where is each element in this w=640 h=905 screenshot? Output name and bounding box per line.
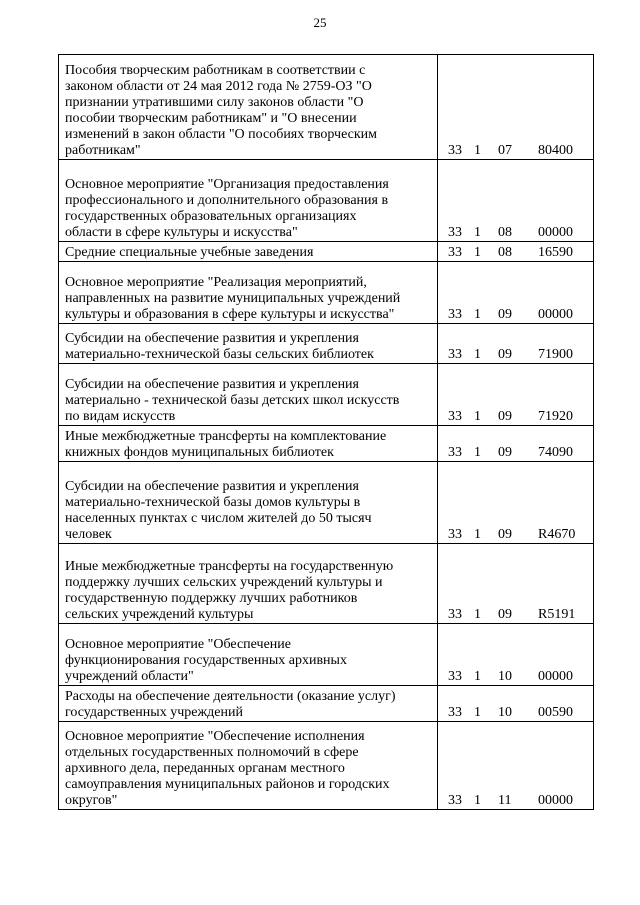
table-row [59,364,594,426]
code-program: 33 [448,409,462,424]
code-program: 33 [448,347,462,362]
code-direction: 74090 [538,445,573,460]
table-row [59,55,594,160]
row-name: Субсидии на обеспечение развития и укрепления материально-технической базы домов культуры в населенных пунктах с числом жителей до 50 тысяч человек [59,462,438,544]
row-codes [438,624,594,686]
code-program: 33 [448,143,462,158]
table-row [59,624,594,686]
code-subprogram: 1 [474,793,481,808]
code-direction: 71920 [538,409,573,424]
code-direction: 00590 [538,705,573,720]
row-codes [438,242,594,262]
code-program: 33 [448,245,462,260]
row-codes [438,324,594,364]
code-program: 33 [448,705,462,720]
code-subprogram: 1 [474,245,481,260]
row-codes [438,55,594,160]
table-row [59,262,594,324]
code-event: 09 [498,607,512,622]
row-name: Расходы на обеспечение деятельности (оказание услуг) государственных учреждений [59,686,438,722]
code-program: 33 [448,445,462,460]
table-row [59,722,594,810]
row-name: Средние специальные учебные заведения [59,242,438,262]
code-subprogram: 1 [474,143,481,158]
code-program: 33 [448,225,462,240]
table-row [59,242,594,262]
code-direction: 00000 [538,793,573,808]
row-codes [438,364,594,426]
budget-table [58,54,594,810]
row-name: Иные межбюджетные трансферты на государственную поддержку лучших сельских учреждений культуры и государственную поддержку лучших работников сельских учреждений культуры [59,544,438,624]
table-row [59,160,594,242]
code-program: 33 [448,669,462,684]
row-name: Основное мероприятие "Реализация мероприятий, направленных на развитие муниципальных учреждений культуры и образования в сфере культуры и искусства" [59,262,438,324]
row-name: Иные межбюджетные трансферты на комплектование книжных фондов муниципальных библиотек [59,426,438,462]
code-subprogram: 1 [474,669,481,684]
code-event: 10 [498,669,512,684]
code-subprogram: 1 [474,225,481,240]
table-row [59,686,594,722]
row-codes [438,462,594,544]
row-name: Основное мероприятие "Обеспечение исполнения отдельных государственных полномочий в сфере архивного дела, переданных органам местного самоуправления муниципальных районов и городских округов" [59,722,438,810]
code-event: 07 [498,143,512,158]
row-codes [438,160,594,242]
code-subprogram: 1 [474,409,481,424]
code-event: 10 [498,705,512,720]
code-program: 33 [448,793,462,808]
row-codes [438,722,594,810]
code-direction: R4670 [538,527,576,542]
code-subprogram: 1 [474,347,481,362]
code-program: 33 [448,527,462,542]
code-event: 09 [498,409,512,424]
code-subprogram: 1 [474,705,481,720]
code-direction: 00000 [538,307,573,322]
code-program: 33 [448,307,462,322]
row-codes [438,262,594,324]
code-subprogram: 1 [474,307,481,322]
code-subprogram: 1 [474,527,481,542]
table-row [59,544,594,624]
code-direction: 71900 [538,347,573,362]
row-codes [438,426,594,462]
code-event: 09 [498,527,512,542]
table-row [59,426,594,462]
code-event: 09 [498,347,512,362]
row-name: Основное мероприятие "Обеспечение функционирования государственных архивных учреждений области" [59,624,438,686]
code-event: 08 [498,225,512,240]
row-codes [438,544,594,624]
code-event: 11 [498,793,512,808]
code-event: 09 [498,445,512,460]
row-name: Субсидии на обеспечение развития и укрепления материально - технической базы детских школ искусств по видам искусств [59,364,438,426]
table-row [59,324,594,364]
row-name: Пособия творческим работникам в соответствии с законом области от 24 мая 2012 года № 2759-ОЗ "О признании утратившими силу законов области "О пособии творческим работникам" и "О внесении изменений в закон области "О пособиях творческим работникам" [59,55,438,160]
page-number: 25 [313,15,327,30]
row-codes [438,686,594,722]
row-name: Субсидии на обеспечение развития и укрепления материально-технической базы сельских библиотек [59,324,438,364]
code-event: 08 [498,245,512,260]
code-direction: R5191 [538,607,576,622]
code-direction: 16590 [538,245,573,260]
code-event: 09 [498,307,512,322]
code-subprogram: 1 [474,607,481,622]
row-name: Основное мероприятие "Организация предоставления профессионального и дополнительного образования в государственных образовательных организациях области в сфере культуры и искусства" [59,160,438,242]
code-subprogram: 1 [474,445,481,460]
code-direction: 00000 [538,225,573,240]
code-direction: 00000 [538,669,573,684]
code-direction: 80400 [538,143,573,158]
code-program: 33 [448,607,462,622]
table-row [59,462,594,544]
